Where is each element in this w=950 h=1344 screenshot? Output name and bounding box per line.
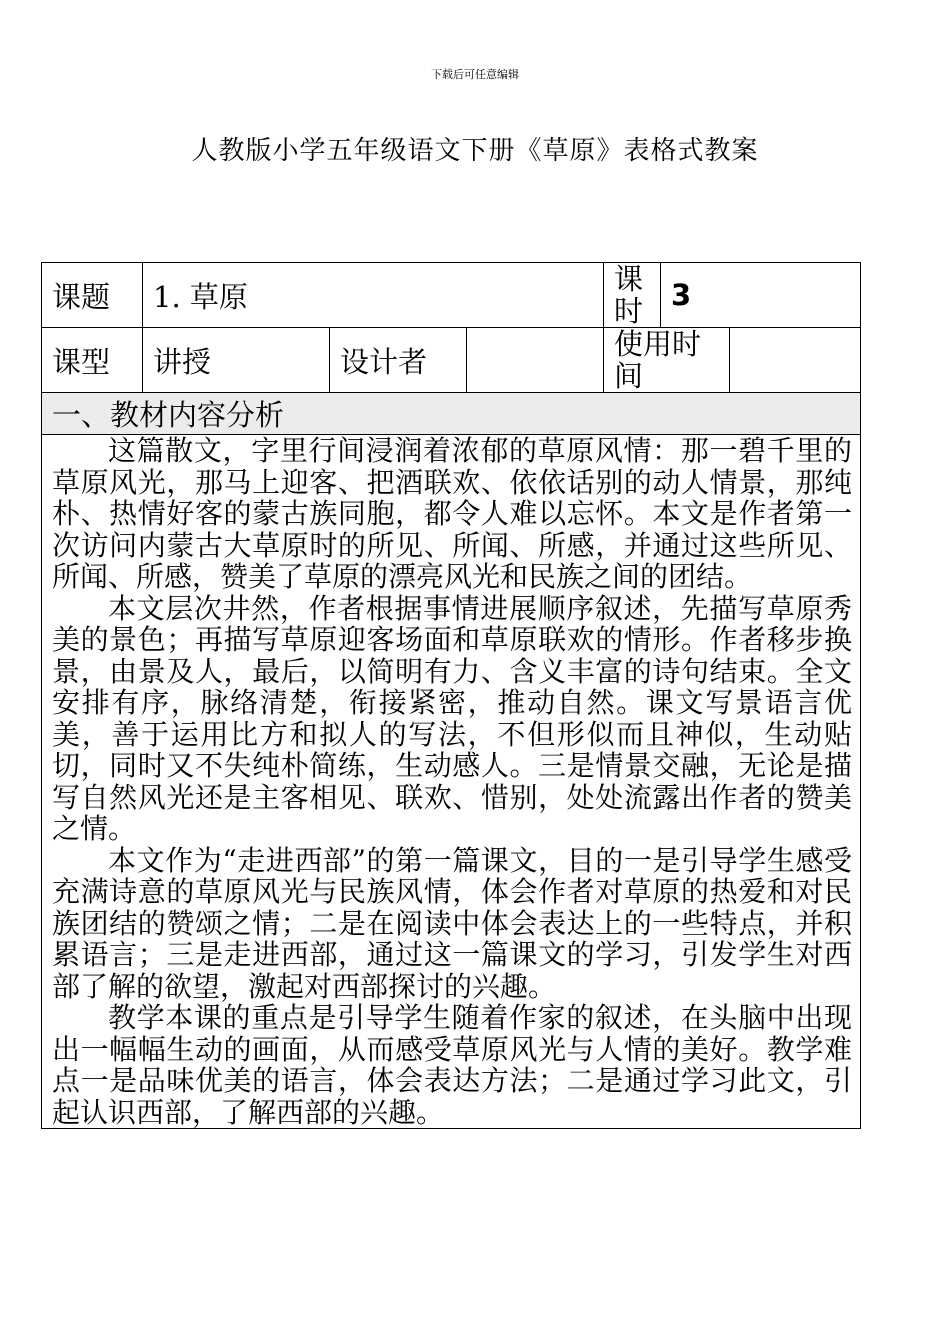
periods-value: 3 <box>661 263 861 328</box>
section-body <box>42 435 861 1129</box>
type-row <box>42 328 861 393</box>
type-label: 课型 <box>42 328 143 393</box>
paragraph-2: 本文层次井然，作者根据事情进展顺序叙述，先描写草原秀美的景色；再描写草原迎客场面和草原联欢的情形。作者移步换景，由景及人，最后，以简明有力、含义丰富的诗句结束。全文安排有序，脉络清楚，衔接紧密，推动自然。课文写景语言优美，善于运用比方和拟人的写法，不但形似而且神似，生动贴切，同时又不失纯朴简练，生动感人。三是情景交融，无论是描写自然风光还是主客相见、联欢、惜别，处处流露出作者的赞美之情。 <box>52 591 852 845</box>
section-body-row <box>42 435 861 1129</box>
section-heading-row <box>42 393 861 435</box>
paragraph-1: 这篇散文，字里行间浸润着浓郁的草原风情：那一碧千里的草原风光，那马上迎客、把酒联欢、依依话别的动人情景，那纯朴、热情好客的蒙古族同胞，都令人难以忘怀。本文是作者第一次访问内蒙古大草原时的所见、所闻、所感，并通过这些所见、所闻、所感，赞美了草原的漂亮风光和民族之间的团结。 <box>52 434 852 593</box>
download-note: 下载后可任意编辑 <box>431 68 519 81</box>
topic-label: 课题 <box>42 263 143 328</box>
periods-label: 课时 <box>604 263 661 328</box>
lesson-plan-table <box>41 262 861 1129</box>
document-title: 人教版小学五年级语文下册《草原》表格式教案 <box>191 136 759 166</box>
section-heading: 一、教材内容分析 <box>42 393 861 435</box>
paragraph-4: 教学本课的重点是引导学生随着作家的叙述，在头脑中出现出一幅幅生动的画面，从而感受草原风光与人情的美好。教学难点一是品味优美的语言，体会表达方法；二是通过学习此文，引起认识西部，了解西部的兴趣。 <box>52 1001 852 1129</box>
topic-value: 1. 草原 <box>143 263 604 328</box>
usage-time-value <box>730 328 861 393</box>
paragraph-3: 本文作为“走进西部”的第一篇课文，目的一是引导学生感受充满诗意的草原风光与民族风情，体会作者对草原的热爱和对民族团结的赞颂之情；二是在阅读中体会表达上的一些特点，并积累语言；三是走进西部，通过这一篇课文的学习，引发学生对西部了解的欲望，激起对西部探讨的兴趣。 <box>52 843 852 1003</box>
type-value: 讲授 <box>143 328 330 393</box>
usage-time-label: 使用时间 <box>604 328 730 393</box>
topic-row <box>42 263 861 328</box>
designer-value <box>467 328 604 393</box>
designer-label: 设计者 <box>330 328 467 393</box>
